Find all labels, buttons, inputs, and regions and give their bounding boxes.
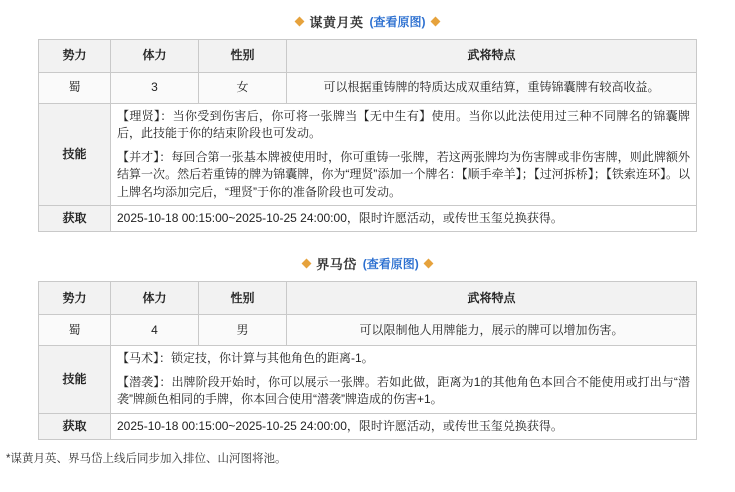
view-original-link[interactable]: (查看原图)	[362, 257, 419, 272]
skills-row	[39, 104, 697, 206]
footnote: *谋黄月英、界马岱上线后同步加入排位、山河图将池。	[6, 452, 287, 465]
value-force: 蜀	[39, 73, 111, 104]
obtain-row	[39, 413, 697, 439]
label-obtain: 获取	[39, 205, 111, 231]
card-table-wrap	[0, 281, 735, 440]
diamond-right-icon	[423, 259, 433, 269]
diamond-right-icon	[430, 17, 440, 27]
label-obtain: 获取	[39, 413, 111, 439]
column-header-gender: 性别	[199, 40, 287, 73]
general-info-table	[38, 281, 697, 440]
section-spacer	[0, 232, 735, 242]
label-skills: 技能	[39, 346, 111, 413]
column-header-feature: 武将特点	[287, 40, 697, 73]
card-title: 界马岱	[316, 257, 357, 273]
table-header-row	[39, 40, 697, 73]
card-heading	[0, 242, 735, 281]
diamond-left-icon	[295, 17, 305, 27]
column-header-hp: 体力	[111, 282, 199, 315]
column-header-force: 势力	[39, 40, 111, 73]
card-heading	[0, 0, 735, 39]
card-title: 谋黄月英	[309, 15, 364, 30]
skills-body	[111, 104, 697, 206]
obtain-text: 2025-10-18 00:15:00~2025-10-25 24:00:00，限时许愿活动，或传世玉玺兑换获得。	[111, 413, 697, 439]
table-header-row	[39, 282, 697, 315]
table-row	[39, 315, 697, 346]
skill-text: 【马术】：锁定技，你计算与其他角色的距离-1。	[117, 351, 374, 366]
skill-text: 【理贤】：当你受到伤害后，你可将一张牌当【无中生有】使用。当你以此法使用过三种不同牌名的锦囊牌后，此技能于你的结束阶段也可发动。	[117, 109, 690, 141]
label-skills: 技能	[39, 104, 111, 206]
card-table-wrap	[0, 39, 735, 232]
value-gender: 女	[199, 73, 287, 104]
value-gender: 男	[199, 315, 287, 346]
table-row	[39, 73, 697, 104]
column-header-hp: 体力	[111, 40, 199, 73]
skills-body	[111, 346, 697, 413]
column-header-force: 势力	[39, 282, 111, 315]
card-block-huangyueying	[0, 0, 735, 232]
skill-text: 【并才】：每回合第一张基本牌被使用时，你可重铸一张牌，若这两张牌均为伤害牌或非伤害牌，则此牌额外结算一次。然后若重铸的牌为锦囊牌，你为“理贤”添加一个牌名：【顺手牵羊】；【过河拆桥】；【铁索连环】。以上牌名均添加完后，“理贤”于你的准备阶段也可发动。	[117, 149, 690, 199]
value-force: 蜀	[39, 315, 111, 346]
skill-text: 【潜袭】：出牌阶段开始时，你可以展示一张牌。若如此做，距离为1的其他角色本回合不能使用或打出与“潜袭”牌颜色相同的手牌，你本回合使用“潜袭”牌造成的伤害+1。	[117, 374, 690, 407]
column-header-feature: 武将特点	[287, 282, 697, 315]
view-original-link[interactable]: (查看原图)	[369, 15, 426, 29]
value-hp: 4	[111, 315, 199, 346]
diamond-left-icon	[302, 259, 312, 269]
value-hp: 3	[111, 73, 199, 104]
general-info-table	[38, 39, 697, 232]
obtain-row	[39, 205, 697, 231]
skills-row	[39, 346, 697, 413]
value-feature: 可以限制他人用牌能力，展示的牌可以增加伤害。	[287, 315, 697, 346]
column-header-gender: 性别	[199, 282, 287, 315]
value-feature: 可以根据重铸牌的特质达成双重结算，重铸锦囊牌有较高收益。	[287, 73, 697, 104]
obtain-text: 2025-10-18 00:15:00~2025-10-25 24:00:00，限时许愿活动，或传世玉玺兑换获得。	[111, 205, 697, 231]
card-block-madai	[0, 242, 735, 440]
